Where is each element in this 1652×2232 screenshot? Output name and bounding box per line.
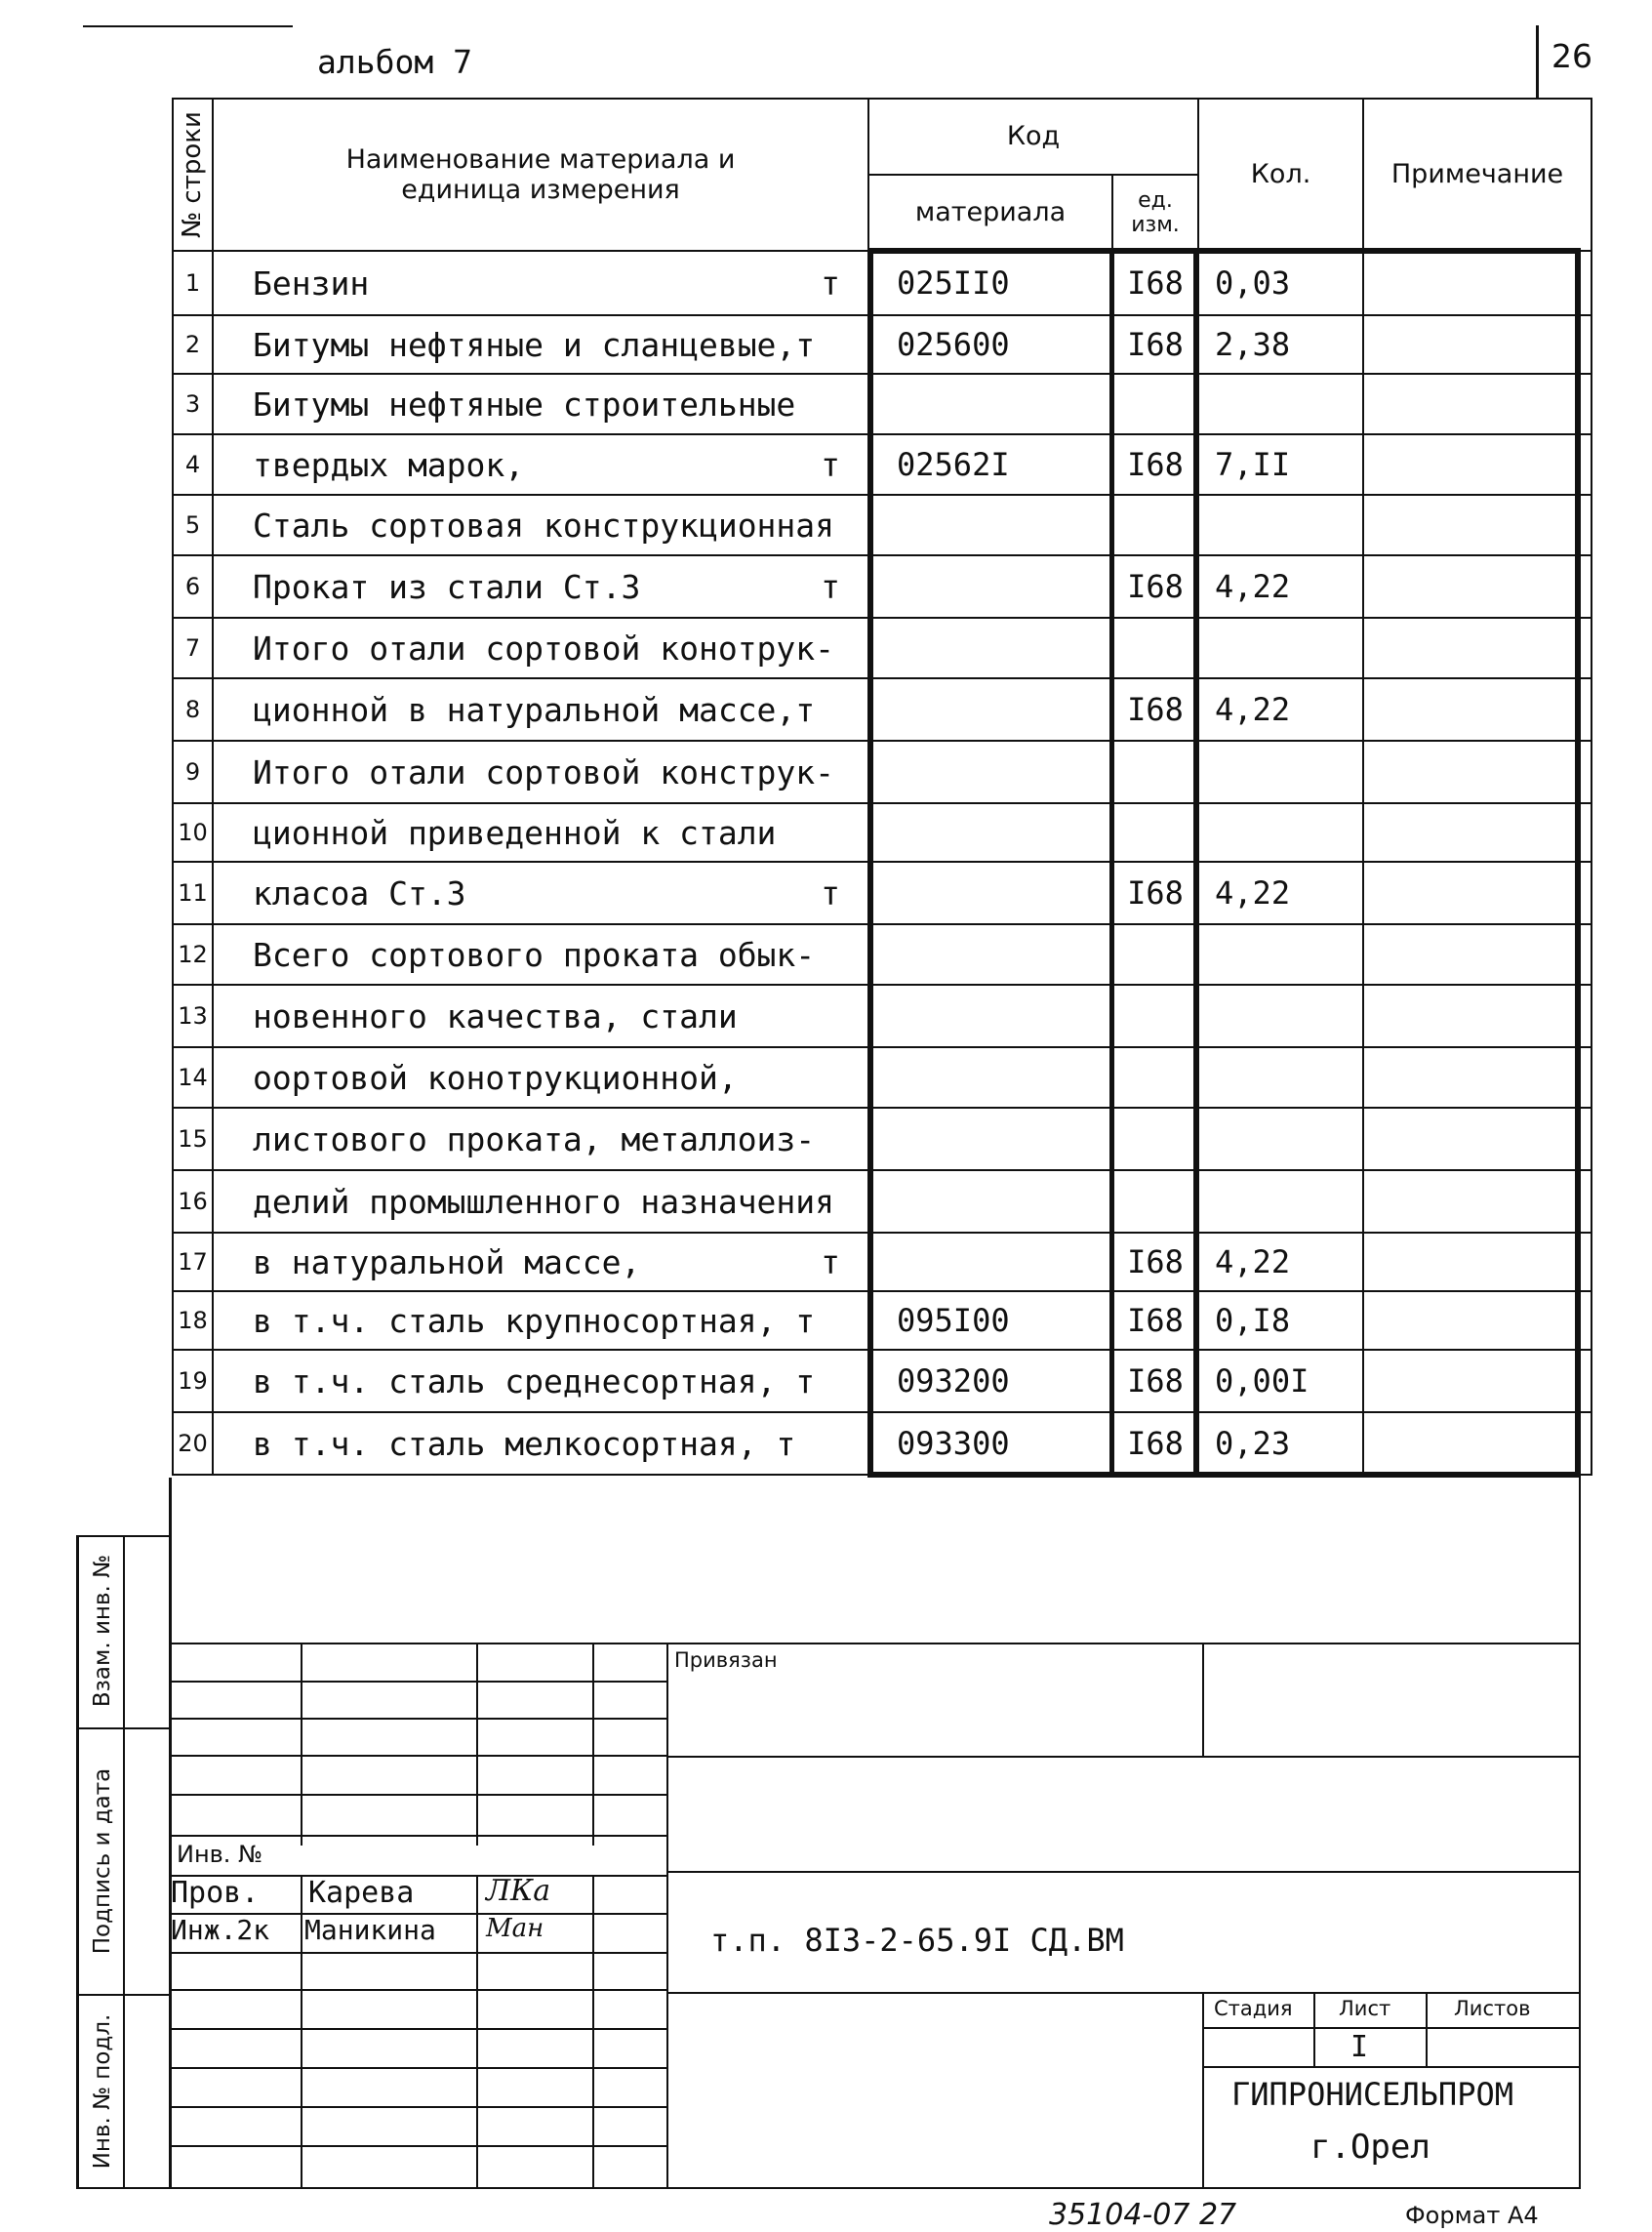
material-name-cell (213, 495, 868, 555)
tb-privyazan-split (1202, 1643, 1204, 1758)
unit-code-cell (1112, 803, 1198, 862)
row-number-cell (173, 862, 213, 924)
tb-col-a (301, 1643, 302, 1846)
material-name-cell (213, 985, 868, 1047)
quantity: 4,22 (1215, 568, 1291, 605)
unit-code-cell (1112, 862, 1198, 924)
material-code-cell (868, 1047, 1112, 1108)
unit-code-cell (1112, 1233, 1198, 1291)
material-name: твердых марок, (253, 445, 525, 484)
material-unit: т (821, 445, 840, 484)
row-number: 9 (184, 758, 201, 786)
material-code-cell (868, 495, 1112, 555)
table-row (173, 434, 1592, 495)
row-number-cell (173, 924, 213, 985)
unit-code-cell (1112, 1291, 1198, 1350)
materials-table-body (173, 251, 1592, 1475)
row-number-cell (173, 1350, 213, 1412)
material-unit: т (821, 1242, 840, 1281)
quantity-cell (1198, 924, 1363, 985)
page-number: 26 (1551, 37, 1592, 75)
table-row (173, 251, 1592, 315)
row-number: 2 (184, 331, 201, 358)
row-number-cell (173, 803, 213, 862)
material-code-cell (868, 1350, 1112, 1412)
material-name-cell (213, 1412, 868, 1475)
unit-code: I68 (1127, 264, 1184, 302)
table-row (173, 1350, 1592, 1412)
table-row (173, 1108, 1592, 1170)
row-number-cell (173, 315, 213, 374)
unit-code: I68 (1127, 1243, 1184, 1280)
tb-row-1 (169, 1681, 666, 1683)
tb-row-8 (169, 1952, 666, 1954)
material-code-cell (868, 434, 1112, 495)
row-number: 16 (178, 1188, 208, 1215)
side-label-vzam: Взам. инв. № (90, 1554, 115, 1708)
material-code-cell (868, 803, 1112, 862)
row-number-cell (173, 1412, 213, 1475)
quantity-cell (1198, 1291, 1363, 1350)
unit-code-cell (1112, 555, 1198, 618)
table-row (173, 1170, 1592, 1233)
material-name-cell (213, 678, 868, 741)
unit-code-cell (1112, 1350, 1198, 1412)
tb-row-9 (169, 1989, 666, 1991)
row-number: 10 (178, 819, 208, 846)
row-number: 15 (178, 1125, 208, 1153)
quantity: 4,22 (1215, 1243, 1291, 1280)
tb-bottom (169, 2187, 1581, 2189)
eng-role: Инж.2к (171, 1914, 270, 1946)
row-number-cell (173, 434, 213, 495)
note-cell (1363, 985, 1592, 1047)
unit-code-cell (1112, 374, 1198, 434)
tb-right (1579, 1478, 1581, 2189)
eng-signature: Ман (486, 1914, 544, 1943)
header-note (1363, 99, 1592, 251)
unit-code-cell (1112, 741, 1198, 803)
top-left-rule (83, 25, 293, 27)
eng-name: Маникина (304, 1914, 436, 1946)
row-number-cell (173, 495, 213, 555)
material-name-cell (213, 803, 868, 862)
note-cell (1363, 862, 1592, 924)
table-row (173, 315, 1592, 374)
row-number-cell (173, 678, 213, 741)
material-unit: т (821, 567, 840, 606)
material-name-cell (213, 1233, 868, 1291)
quantity-cell (1198, 618, 1363, 678)
tb-stage-col2 (1426, 1992, 1428, 2068)
row-number-cell (173, 251, 213, 315)
tb-stage-col1 (1313, 1992, 1315, 2068)
quantity: 4,22 (1215, 874, 1291, 912)
material-name-cell (213, 315, 868, 374)
table-row (173, 741, 1592, 803)
tb-code-top (666, 1871, 1581, 1873)
unit-code: I68 (1127, 446, 1184, 483)
material-code: 025600 (897, 326, 1010, 363)
note-cell (1363, 251, 1592, 315)
quantity: 7,II (1215, 446, 1291, 483)
material-name-cell (213, 555, 868, 618)
row-number: 20 (178, 1430, 208, 1457)
unit-code-cell (1112, 618, 1198, 678)
quantity: 4,22 (1215, 691, 1291, 728)
material-name: в т.ч. сталь среднесортная, т (253, 1361, 816, 1400)
quantity-cell (1198, 803, 1363, 862)
row-number: 18 (178, 1307, 208, 1334)
side-strip-outer (76, 1535, 79, 2189)
quantity-cell (1198, 555, 1363, 618)
tb-row-3 (169, 1755, 666, 1757)
format-label: Формат А4 (1405, 2202, 1539, 2229)
header-qty-label: Кол. (1250, 159, 1311, 190)
unit-code: I68 (1127, 691, 1184, 728)
tb-row-12 (169, 2106, 666, 2108)
table-row (173, 1291, 1592, 1350)
material-name-cell (213, 1291, 868, 1350)
material-code-cell (868, 924, 1112, 985)
quantity-cell (1198, 1108, 1363, 1170)
quantity-cell (1198, 374, 1363, 434)
material-name-cell (213, 924, 868, 985)
row-number-cell (173, 1170, 213, 1233)
table-row (173, 985, 1592, 1047)
unit-code-cell (1112, 1170, 1198, 1233)
material-name: Сталь сортовая конструкционная (253, 506, 835, 545)
table-row (173, 803, 1592, 862)
quantity-cell (1198, 1047, 1363, 1108)
row-number-cell (173, 985, 213, 1047)
quantity-cell (1198, 1412, 1363, 1475)
note-cell (1363, 1350, 1592, 1412)
unit-code: I68 (1127, 1425, 1184, 1462)
note-cell (1363, 495, 1592, 555)
unit-code-cell (1112, 924, 1198, 985)
sheet-label: Лист (1339, 1997, 1391, 2020)
privyazan-label: Привязан (674, 1648, 778, 1672)
note-cell (1363, 678, 1592, 741)
side-strip-inner (123, 1535, 125, 2189)
material-name: Битумы нефтяные строительные (253, 385, 796, 424)
table-row (173, 1233, 1592, 1291)
row-number: 1 (184, 269, 201, 297)
tb-col-b (476, 1643, 478, 1846)
material-name-cell (213, 1108, 868, 1170)
unit-code-cell (1112, 1412, 1198, 1475)
material-name-cell (213, 251, 868, 315)
row-number: 19 (178, 1367, 208, 1395)
material-name-cell (213, 434, 868, 495)
row-number: 17 (178, 1248, 208, 1276)
city: г.Орел (1310, 2128, 1430, 2167)
unit-code-cell (1112, 1108, 1198, 1170)
materials-table (172, 98, 1592, 1476)
material-code-cell (868, 741, 1112, 803)
table-row (173, 374, 1592, 434)
material-name: Битумы нефтяные и сланцевые,т (253, 325, 816, 364)
side-label-inv-podl: Инв. № подл. (90, 2013, 115, 2170)
row-number-cell (173, 1233, 213, 1291)
material-name: Всего сортового проката обык- (253, 935, 816, 974)
header-code-material-label: материала (914, 197, 1067, 228)
material-code: 093300 (897, 1425, 1010, 1462)
table-row (173, 1047, 1592, 1108)
organization: ГИПРОНИСЕЛЬПРОМ (1231, 2076, 1513, 2113)
row-number-cell (173, 618, 213, 678)
unit-code-cell (1112, 985, 1198, 1047)
unit-code-cell (1112, 495, 1198, 555)
quantity-cell (1198, 434, 1363, 495)
prov-signature: ЛКа (486, 1874, 551, 1908)
material-name: листового проката, металлоиз- (253, 1119, 816, 1158)
quantity-cell (1198, 1350, 1363, 1412)
note-cell (1363, 1170, 1592, 1233)
unit-code-cell (1112, 251, 1198, 315)
header-name-label: Наименование материала и единица измерения (345, 143, 736, 205)
unit-code: I68 (1127, 568, 1184, 605)
unit-code-cell (1112, 315, 1198, 374)
tb-row-4 (169, 1794, 666, 1796)
material-name: класоа Ст.3 (253, 873, 466, 913)
material-code-cell (868, 1291, 1112, 1350)
material-code-cell (868, 374, 1112, 434)
quantity: 0,03 (1215, 264, 1291, 302)
material-name: в т.ч. сталь крупносортная, т (253, 1301, 816, 1340)
material-name: ционной в натуральной массе,т (253, 690, 816, 729)
header-code-unit-label: ед. изм. (1131, 187, 1180, 237)
tb-row-11 (169, 2067, 666, 2069)
tb-stage-row (1202, 2027, 1581, 2029)
unit-code-cell (1112, 678, 1198, 741)
material-name-cell (213, 374, 868, 434)
table-row (173, 555, 1592, 618)
header-note-label: Примечание (1390, 159, 1564, 190)
tb-row-10 (169, 2028, 666, 2030)
left-frame-line (169, 1478, 172, 2189)
page-number-divider (1536, 25, 1539, 98)
row-number: 5 (184, 511, 201, 539)
unit-code-cell (1112, 434, 1198, 495)
material-name: Итого отали сортовой конотрук- (253, 629, 835, 668)
material-name: Бензин (253, 264, 370, 303)
quantity-cell (1198, 315, 1363, 374)
material-code-cell (868, 1233, 1112, 1291)
material-name: в т.ч. сталь мелкосортная, т (253, 1424, 796, 1463)
table-row (173, 618, 1592, 678)
note-cell (1363, 924, 1592, 985)
material-name: Итого отали сортовой конструк- (253, 752, 835, 791)
material-unit: т (821, 264, 840, 303)
material-unit: т (821, 873, 840, 913)
note-cell (1363, 434, 1592, 495)
row-number: 7 (184, 634, 201, 662)
row-number: 6 (184, 573, 201, 600)
stage-label: Стадия (1214, 1997, 1293, 2020)
material-code-cell (868, 618, 1112, 678)
unit-code: I68 (1127, 1302, 1184, 1339)
album-label: альбом 7 (317, 43, 472, 81)
material-code-cell (868, 1412, 1112, 1475)
quantity-cell (1198, 741, 1363, 803)
table-row (173, 495, 1592, 555)
header-row-number (173, 99, 213, 251)
row-number: 13 (178, 1002, 208, 1030)
quantity-cell (1198, 1170, 1363, 1233)
quantity-cell (1198, 985, 1363, 1047)
material-name: новенного качества, стали (253, 996, 738, 1035)
header-name (213, 99, 868, 251)
header-code-material (868, 175, 1112, 251)
header-code-unit (1112, 175, 1198, 251)
table-row (173, 1412, 1592, 1475)
quantity: 2,38 (1215, 326, 1291, 363)
material-name-cell (213, 1350, 868, 1412)
row-number-cell (173, 1291, 213, 1350)
note-cell (1363, 741, 1592, 803)
material-code: 025II0 (897, 264, 1010, 302)
tb-col-b2 (476, 1875, 478, 2187)
tb-main-split (666, 1643, 668, 2189)
header-qty (1198, 99, 1363, 251)
table-row (173, 924, 1592, 985)
material-code-cell (868, 315, 1112, 374)
quantity-cell (1198, 495, 1363, 555)
material-code-cell (868, 1108, 1112, 1170)
quantity-cell (1198, 1233, 1363, 1291)
material-code: 02562I (897, 446, 1010, 483)
note-cell (1363, 555, 1592, 618)
header-code-label: Код (1006, 121, 1061, 152)
unit-code: I68 (1127, 1362, 1184, 1400)
table-row (173, 862, 1592, 924)
header-row-number-label: № строки (177, 111, 207, 238)
tb-row-2 (169, 1718, 666, 1720)
row-number: 11 (178, 879, 208, 907)
material-name-cell (213, 1047, 868, 1108)
unit-code: I68 (1127, 326, 1184, 363)
material-code: 095I00 (897, 1302, 1010, 1339)
material-name: оортовой конотрукционной, (253, 1058, 738, 1097)
side-label-podpis: Подпись и дата (90, 1767, 115, 1955)
inv-no-label: Инв. № (177, 1841, 263, 1868)
material-code-cell (868, 555, 1112, 618)
note-cell (1363, 1291, 1592, 1350)
material-code: 093200 (897, 1362, 1010, 1400)
quantity: 0,00I (1215, 1362, 1310, 1400)
note-cell (1363, 1047, 1592, 1108)
note-cell (1363, 315, 1592, 374)
unit-code: I68 (1127, 874, 1184, 912)
quantity-cell (1198, 251, 1363, 315)
header-code (868, 99, 1198, 175)
row-number: 3 (184, 390, 201, 418)
note-cell (1363, 618, 1592, 678)
thick-divider-2 (1193, 248, 1198, 1478)
thick-divider-1 (1109, 248, 1114, 1478)
document-code: т.п. 8I3-2-65.9I СД.ВМ (710, 1922, 1124, 1959)
note-cell (1363, 803, 1592, 862)
note-cell (1363, 1233, 1592, 1291)
row-number: 12 (178, 941, 208, 968)
tb-row-13 (169, 2145, 666, 2147)
material-code-cell (868, 1170, 1112, 1233)
row-number-cell (173, 1047, 213, 1108)
unit-code-cell (1112, 1047, 1198, 1108)
row-number: 4 (184, 451, 201, 478)
note-cell (1363, 374, 1592, 434)
quantity-cell (1198, 678, 1363, 741)
tb-col-a2 (301, 1875, 302, 2187)
material-name: делий промышленного назначения (253, 1182, 835, 1221)
archive-number: 35104-07 27 (1049, 2198, 1237, 2232)
row-number-cell (173, 374, 213, 434)
tb-code-bottom (666, 1992, 1581, 1994)
tb-stage-left (1202, 1992, 1204, 2187)
prov-name: Карева (308, 1876, 415, 1910)
tb-col-c2 (592, 1875, 594, 2187)
tb-stage-row2 (1202, 2066, 1581, 2068)
tb-col-c (592, 1643, 594, 1846)
row-number: 8 (184, 696, 201, 723)
material-name-cell (213, 741, 868, 803)
material-code-cell (868, 862, 1112, 924)
row-number-cell (173, 1108, 213, 1170)
tb-top (169, 1643, 1581, 1644)
note-cell (1363, 1108, 1592, 1170)
note-cell (1363, 1412, 1592, 1475)
material-code-cell (868, 985, 1112, 1047)
prov-role: Пров. (171, 1876, 260, 1910)
tb-row-5 (169, 1835, 666, 1837)
row-number: 14 (178, 1064, 208, 1091)
row-number-cell (173, 741, 213, 803)
table-row (173, 678, 1592, 741)
material-name: ционной приведенной к стали (253, 813, 777, 852)
material-name: Прокат из стали Ст.3 (253, 567, 641, 606)
material-name-cell (213, 618, 868, 678)
row-number-cell (173, 555, 213, 618)
material-code-cell (868, 251, 1112, 315)
material-name: в натуральной массе, (253, 1242, 641, 1281)
material-name-cell (213, 1170, 868, 1233)
quantity-cell (1198, 862, 1363, 924)
sheet-value: I (1350, 2030, 1369, 2064)
material-name-cell (213, 862, 868, 924)
quantity: 0,I8 (1215, 1302, 1291, 1339)
material-code-cell (868, 678, 1112, 741)
sheets-label: Листов (1454, 1997, 1531, 2020)
tb-privyazan-bottom (666, 1756, 1581, 1758)
quantity: 0,23 (1215, 1425, 1291, 1462)
